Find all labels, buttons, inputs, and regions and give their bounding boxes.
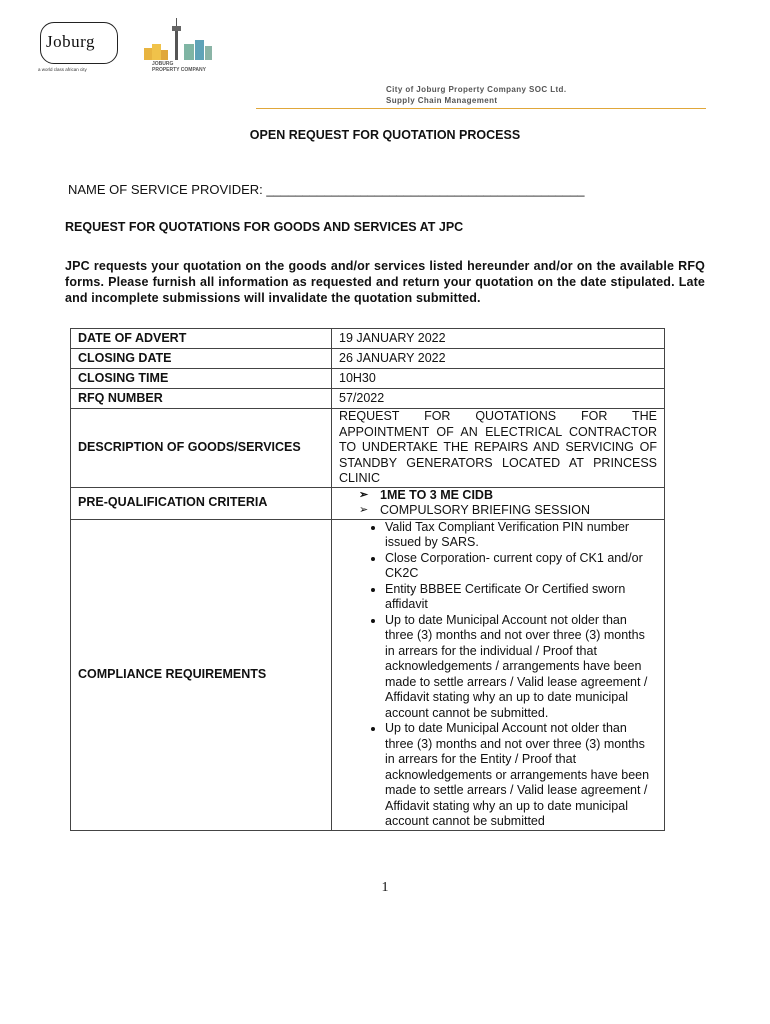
- list-item: • Valid Tax Compliant Verification PIN number issued by SARS.: [385, 520, 657, 551]
- rfq-details-table: [70, 328, 665, 831]
- closing-time-value: 10H30: [332, 369, 665, 389]
- table-row: [71, 329, 665, 349]
- table-row: [71, 369, 665, 389]
- table-row: [71, 519, 665, 830]
- department-name: Supply Chain Management: [386, 96, 498, 105]
- table-row: [71, 389, 665, 409]
- joburg-logo-text: Joburg: [46, 32, 95, 51]
- jpc-logo-line2: PROPERTY COMPANY: [152, 66, 206, 73]
- closing-date-value: 26 JANUARY 2022: [332, 349, 665, 369]
- date-advert-value: 19 JANUARY 2022: [332, 329, 665, 349]
- jpc-logo-line1: JOBURG: [152, 61, 174, 67]
- section-heading: REQUEST FOR QUOTATIONS FOR GOODS AND SERVICES AT JPC: [65, 220, 464, 234]
- list-item: ➢ COMPULSORY BRIEFING SESSION: [359, 503, 657, 519]
- rfq-number-value: 57/2022: [332, 389, 665, 409]
- list-item: • Up to date Municipal Account not older than three (3) months and not over three (3) months in arrears for the individual / Proof that acknowledgements / arrangements have been made to settle arrears / Valid lease agreement / Affidavit stating why an up to date municipal account cannot be submitted.: [385, 613, 657, 722]
- company-name: City of Joburg Property Company SOC Ltd.: [386, 85, 567, 94]
- list-item: • Close Corporation- current copy of CK1 and/or CK2C: [385, 551, 657, 582]
- closing-time-label: CLOSING TIME: [71, 369, 332, 389]
- header-divider: [256, 108, 706, 109]
- table-row: [71, 349, 665, 369]
- company-block: [386, 84, 566, 106]
- list-item: ➢ 1ME TO 3 ME CIDB: [359, 488, 657, 504]
- table-row: [71, 487, 665, 519]
- compliance-label: COMPLIANCE REQUIREMENTS: [71, 519, 332, 830]
- list-item: • Up to date Municipal Account not older than three (3) months and not over three (3) months in arrears for the Entity / Proof that acknowledgements or arrangements have been made to settle arrears / Valid lease agreement / Affidavit stating why an up to date municipal account cannot be submitted: [385, 721, 657, 830]
- intro-paragraph: JPC requests your quotation on the goods and/or services listed hereunder and/or on the available RFQ forms. Please furnish all information as requested and return your quotation on the date stipulated. Late and incomplete submissions will invalidate the quotation submitted.: [65, 259, 705, 305]
- description-label: DESCRIPTION OF GOODS/SERVICES: [71, 409, 332, 488]
- table-row: [71, 409, 665, 488]
- prequalification-value: [332, 487, 665, 519]
- list-item: • Entity BBBEE Certificate Or Certified sworn affidavit: [385, 582, 657, 613]
- compliance-value: [332, 519, 665, 830]
- service-provider-line: NAME OF SERVICE PROVIDER: ____________________________________________: [68, 182, 585, 197]
- prequalification-label: PRE-QUALIFICATION CRITERIA: [71, 487, 332, 519]
- document-title: OPEN REQUEST FOR QUOTATION PROCESS: [249, 128, 521, 142]
- compliance-list: [339, 520, 657, 830]
- page-number: 1: [381, 880, 389, 895]
- date-advert-label: DATE OF ADVERT: [71, 329, 332, 349]
- prequalification-list: [339, 488, 657, 519]
- rfq-number-label: RFQ NUMBER: [71, 389, 332, 409]
- closing-date-label: CLOSING DATE: [71, 349, 332, 369]
- jpc-logo-text: [152, 62, 206, 73]
- joburg-tagline: a world class african city: [38, 67, 87, 72]
- description-value: REQUEST FOR QUOTATIONS FOR THE APPOINTMENT OF AN ELECTRICAL CONTRACTOR TO UNDERTAKE THE REPAIRS AND SERVICING OF STANDBY GENERATORS LOCATED AT PRINCESS CLINIC: [332, 409, 665, 488]
